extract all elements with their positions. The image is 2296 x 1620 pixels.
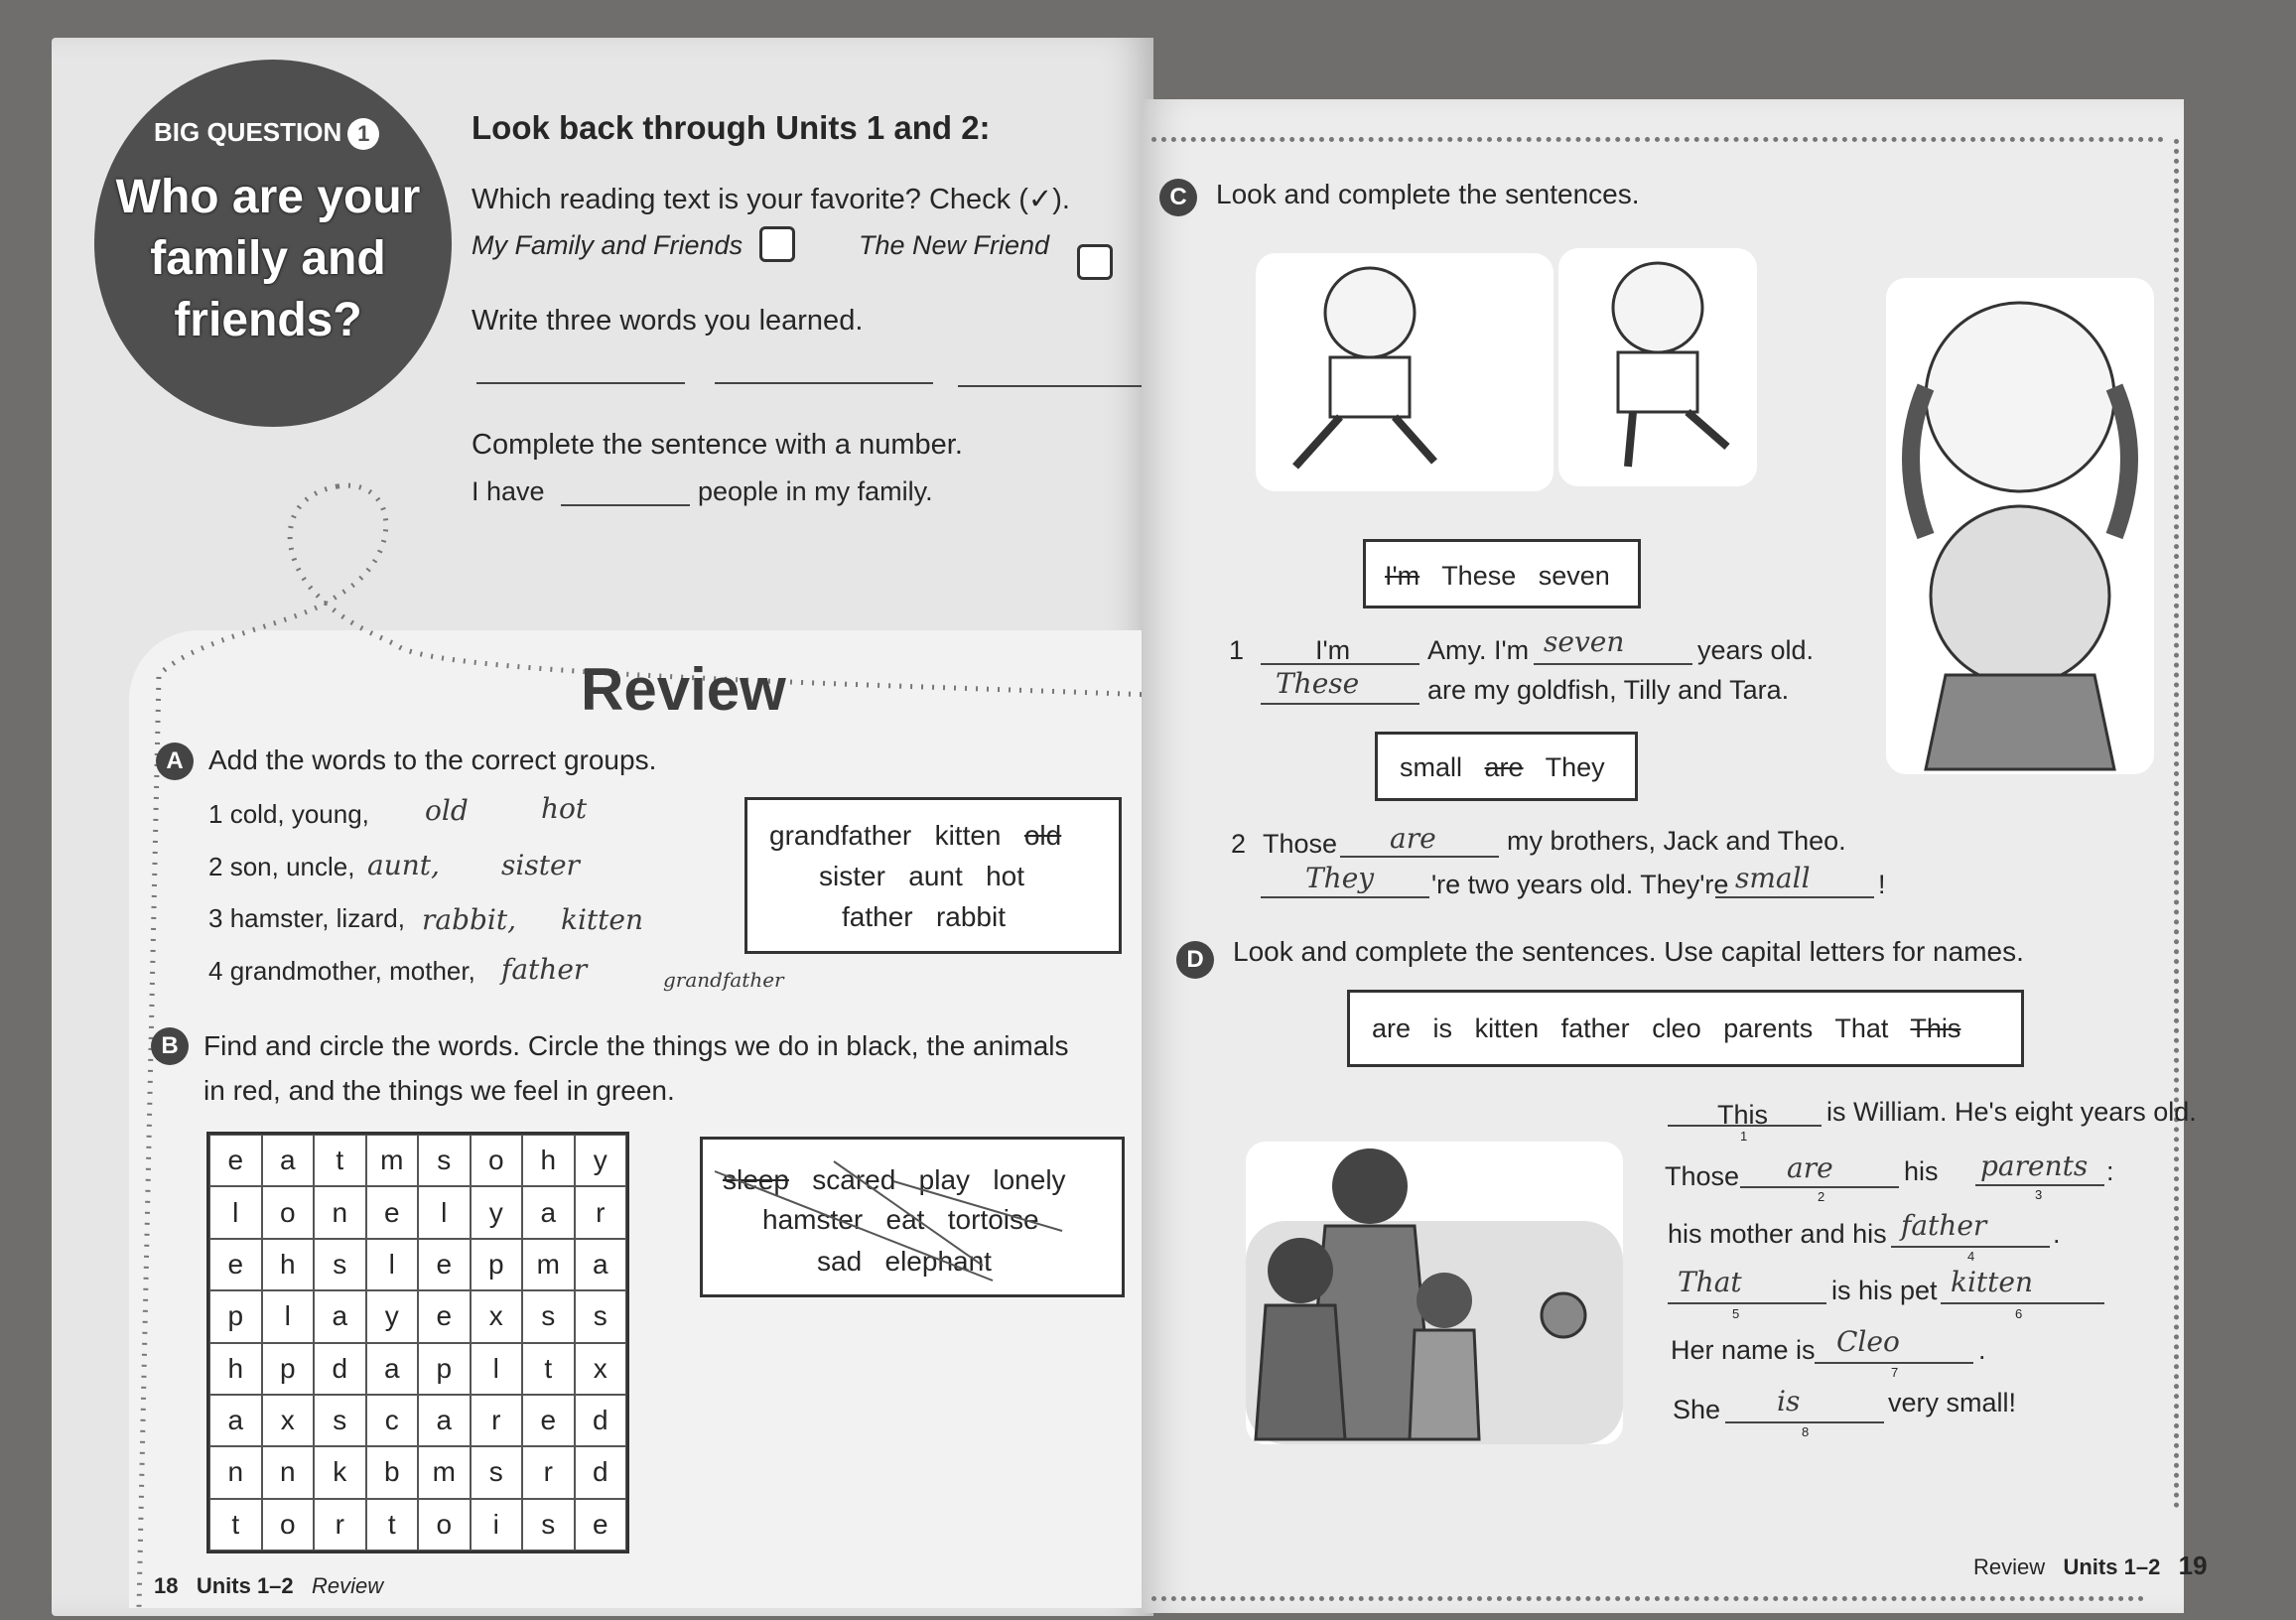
d-answer-3[interactable]: parents <box>1980 1149 2089 1182</box>
answer-a1-1[interactable]: old <box>425 794 469 827</box>
boy-jumping-illustration <box>1256 253 1553 491</box>
footer-section-right: Review <box>1973 1554 2046 1579</box>
d-num-1: 1 <box>1740 1129 1748 1144</box>
write-three-words: Write three words you learned. <box>472 305 864 337</box>
word-father: father <box>842 901 913 932</box>
c1-blank-2[interactable] <box>1534 663 1692 665</box>
grid-cell[interactable]: e <box>209 1239 262 1290</box>
grid-cell[interactable]: h <box>209 1343 262 1395</box>
top-dotted-border <box>1151 137 2164 142</box>
word-they: They <box>1545 752 1605 782</box>
grid-cell[interactable]: o <box>471 1135 523 1186</box>
grid-cell[interactable]: s <box>522 1499 575 1551</box>
grid-cell[interactable]: p <box>209 1290 262 1342</box>
section-b-instruction-2: in red, and the things we feel in green. <box>203 1075 675 1106</box>
c2-start-text: Those <box>1263 829 1338 859</box>
d-num-4: 4 <box>1967 1249 1975 1264</box>
c2b-answer-2[interactable]: small <box>1735 862 1811 894</box>
c1b-answer[interactable]: These <box>1276 667 1360 700</box>
grid-cell[interactable]: d <box>575 1395 627 1446</box>
grid-cell[interactable]: s <box>314 1239 366 1290</box>
item-text: son, uncle, <box>229 852 355 881</box>
section-d-badge: D <box>1176 941 1214 979</box>
grid-cell[interactable]: t <box>209 1499 262 1551</box>
grid-cell[interactable]: t <box>522 1343 575 1395</box>
word-eat: eat <box>885 1204 925 1235</box>
grid-cell[interactable]: i <box>471 1499 523 1551</box>
answer-a4-1[interactable]: father <box>501 953 588 986</box>
grid-cell[interactable]: d <box>575 1446 627 1498</box>
girl-with-goldfish-illustration <box>1886 278 2154 774</box>
page-number-18: 18 <box>154 1573 179 1598</box>
word-kitten: kitten <box>934 820 1002 851</box>
c2-end-text: my brothers, Jack and Theo. <box>1507 826 1846 856</box>
d-blank-4[interactable] <box>1891 1246 2050 1248</box>
c1b-blank[interactable] <box>1261 703 1419 705</box>
d-num-2: 2 <box>1818 1189 1825 1204</box>
grid-cell[interactable]: r <box>575 1186 627 1238</box>
grid-cell[interactable]: x <box>471 1290 523 1342</box>
grid-cell[interactable]: t <box>366 1499 419 1551</box>
d-line-6-end: very small! <box>1888 1388 2017 1418</box>
d-num-6: 6 <box>2015 1306 2023 1321</box>
c2b-answer-1[interactable]: They <box>1305 862 1375 894</box>
scribble-marks <box>0 0 1 1</box>
grid-cell[interactable]: m <box>522 1239 575 1290</box>
d-answer-6[interactable]: kitten <box>1951 1266 2034 1298</box>
grid-cell[interactable]: y <box>366 1290 419 1342</box>
word-blank-3[interactable] <box>958 385 1142 387</box>
grid-cell[interactable]: e <box>366 1186 419 1238</box>
grid-cell[interactable]: x <box>262 1395 315 1446</box>
grid-cell[interactable]: x <box>575 1343 627 1395</box>
c2b-mid-text: 're two years old. They're <box>1431 870 1729 899</box>
section-a-instruction: Add the words to the correct groups. <box>208 744 657 775</box>
grid-cell[interactable]: l <box>418 1186 471 1238</box>
d-answer-1[interactable]: This <box>1717 1100 1769 1130</box>
answer-a2-1[interactable]: aunt, <box>367 849 440 881</box>
section-d-instruction: Look and complete the sentences. Use capital letters for names. <box>1233 936 2024 967</box>
footer-section: Review <box>312 1573 384 1598</box>
grid-cell[interactable]: s <box>314 1395 366 1446</box>
d-num-8: 8 <box>1802 1424 1810 1439</box>
word-blank-1[interactable] <box>476 382 685 384</box>
grid-cell[interactable]: m <box>418 1446 471 1498</box>
grid-cell[interactable]: d <box>314 1343 366 1395</box>
answer-a3-1[interactable]: rabbit, <box>422 903 517 936</box>
grid-cell[interactable]: r <box>522 1446 575 1498</box>
word-cleo: cleo <box>1652 1013 1701 1043</box>
grid-cell[interactable]: h <box>522 1135 575 1186</box>
word-parents: parents <box>1723 1013 1814 1043</box>
word-grandfather: grandfather <box>769 820 912 851</box>
grid-cell[interactable]: o <box>262 1499 315 1551</box>
word-rabbit: rabbit <box>935 901 1006 932</box>
c2b-end-text: ! <box>1878 870 1886 899</box>
grid-cell[interactable]: a <box>418 1395 471 1446</box>
word-lonely: lonely <box>993 1164 1066 1195</box>
d-line-3-end: . <box>2053 1219 2061 1249</box>
bottom-dotted-border <box>1151 1596 2144 1601</box>
answer-a2-2[interactable]: sister <box>501 849 580 881</box>
grid-cell[interactable]: s <box>471 1446 523 1498</box>
grid-cell[interactable]: c <box>366 1395 419 1446</box>
word-kitten-d: kitten <box>1474 1013 1540 1043</box>
d-blank-3[interactable] <box>1975 1184 2104 1186</box>
word-seven: seven <box>1538 561 1610 591</box>
footer-units-right: Units 1–2 <box>2063 1554 2161 1579</box>
item-number: 2 <box>208 852 223 881</box>
grid-cell[interactable]: a <box>209 1395 262 1446</box>
word-aunt: aunt <box>908 861 963 891</box>
word-hamster: hamster <box>762 1204 864 1235</box>
sentence-end: people in my family. <box>698 476 933 506</box>
grid-cell[interactable]: a <box>366 1343 419 1395</box>
grid-cell[interactable]: n <box>314 1186 366 1238</box>
right-footer <box>1973 1551 2208 1581</box>
grid-cell[interactable]: e <box>418 1239 471 1290</box>
grid-cell[interactable]: t <box>314 1135 366 1186</box>
word-old: old <box>1023 820 1062 851</box>
word-sister: sister <box>819 861 885 891</box>
look-back-heading: Look back through Units 1 and 2: <box>472 109 991 146</box>
word-are: are <box>1484 752 1524 782</box>
section-a-badge: A <box>156 742 194 780</box>
word-small: small <box>1400 752 1463 782</box>
grid-cell[interactable]: e <box>575 1499 627 1551</box>
right-dotted-border <box>2174 139 2179 1509</box>
grid-cell[interactable]: l <box>366 1239 419 1290</box>
grid-cell[interactable]: a <box>262 1135 315 1186</box>
word-box-b-row3 <box>817 1246 992 1278</box>
grid-cell[interactable]: r <box>471 1395 523 1446</box>
item-number: 1 <box>208 799 223 829</box>
word-box-c2-row <box>1400 752 1605 783</box>
d-blank-6[interactable] <box>1941 1302 2104 1304</box>
c2-answer-1[interactable]: are <box>1390 822 1436 855</box>
d-blank-8[interactable] <box>1725 1421 1884 1423</box>
item-text: grandmother, mother, <box>229 956 475 986</box>
sentence-start: I have <box>472 476 545 506</box>
big-question-number: 1 <box>347 118 379 150</box>
grid-cell[interactable]: a <box>575 1239 627 1290</box>
word-that: That <box>1834 1013 1889 1043</box>
c1-answer-2[interactable]: seven <box>1544 625 1625 658</box>
word-box-a-row1 <box>769 820 1061 852</box>
d-line-2-text: his <box>1904 1156 1939 1186</box>
word-im: I'm <box>1385 561 1420 591</box>
d-answer-5[interactable]: That <box>1678 1266 1742 1298</box>
grid-cell[interactable]: s <box>418 1135 471 1186</box>
d-line-5-pre: Her name is <box>1671 1335 1816 1365</box>
item-text: cold, young, <box>229 799 369 829</box>
c1-end-text: years old. <box>1697 635 1815 665</box>
left-footer <box>154 1573 383 1599</box>
word-box-a-row2 <box>819 861 1024 892</box>
grid-cell[interactable]: a <box>314 1290 366 1342</box>
d-answer-8[interactable]: is <box>1777 1385 1801 1418</box>
boy-dancing-illustration <box>1558 248 1757 486</box>
option-the-new-friend: The New Friend <box>859 230 1050 260</box>
option-my-family-and-friends: My Family and Friends <box>472 230 743 260</box>
page-number-19: 19 <box>2178 1551 2208 1580</box>
word-scared: scared <box>812 1164 896 1195</box>
word-play: play <box>918 1164 971 1195</box>
grid-cell[interactable]: o <box>418 1499 471 1551</box>
c1b-end-text: are my goldfish, Tilly and Tara. <box>1427 675 1790 705</box>
answer-a4-2[interactable]: grandfather <box>663 968 784 992</box>
word-tortoise: tortoise <box>947 1204 1039 1235</box>
d-num-7: 7 <box>1891 1365 1899 1380</box>
c2-blank-1[interactable] <box>1340 856 1499 858</box>
grid-cell[interactable]: e <box>522 1395 575 1446</box>
grid-cell[interactable]: s <box>522 1290 575 1342</box>
grid-cell[interactable]: n <box>262 1446 315 1498</box>
grid-cell[interactable]: e <box>209 1135 262 1186</box>
section-c-badge: C <box>1159 179 1197 216</box>
word-sad: sad <box>817 1246 863 1277</box>
grid-cell[interactable]: k <box>314 1446 366 1498</box>
section-a-item-4 <box>208 956 475 987</box>
big-question-title: Who are your family and friends? <box>115 171 421 346</box>
section-b-badge: B <box>151 1027 189 1065</box>
section-a-item-1 <box>208 799 369 830</box>
word-search-grid[interactable] <box>206 1132 629 1553</box>
grid-cell[interactable]: h <box>262 1239 315 1290</box>
footer-units: Units 1–2 <box>196 1573 294 1598</box>
grid-cell[interactable]: l <box>209 1186 262 1238</box>
grid-cell[interactable]: e <box>418 1290 471 1342</box>
c2b-blank-2[interactable] <box>1715 896 1874 898</box>
word-elephant: elephant <box>884 1246 992 1277</box>
number-blank[interactable] <box>561 504 690 506</box>
word-this: This <box>1910 1013 1961 1043</box>
word-father-d: father <box>1560 1013 1630 1043</box>
answer-a3-2[interactable]: kitten <box>561 903 644 936</box>
d-line-4-text: is his pet <box>1831 1276 1938 1305</box>
word-are-d: are <box>1372 1013 1412 1043</box>
d-num-5: 5 <box>1732 1306 1740 1321</box>
d-num-3: 3 <box>2035 1187 2043 1202</box>
grid-cell[interactable]: y <box>575 1135 627 1186</box>
d-line-2-pre: Those <box>1665 1161 1740 1191</box>
word-box-c1-row <box>1385 561 1610 592</box>
grid-cell[interactable]: m <box>366 1135 419 1186</box>
item-number: 4 <box>208 956 223 986</box>
grid-cell[interactable]: a <box>522 1186 575 1238</box>
grid-cell[interactable]: r <box>314 1499 366 1551</box>
c1-mid-text: Amy. I'm <box>1427 635 1530 665</box>
complete-number-instruction: Complete the sentence with a number. <box>472 429 963 461</box>
grid-cell[interactable]: s <box>575 1290 627 1342</box>
d-blank-5[interactable] <box>1668 1302 1826 1304</box>
d-line-1-text: is William. He's eight years old. <box>1826 1097 2197 1127</box>
review-title: Review <box>581 656 786 723</box>
d-answer-7[interactable]: Cleo <box>1836 1325 1900 1358</box>
d-answer-4[interactable]: father <box>1901 1209 1987 1242</box>
answer-a1-2[interactable]: hot <box>541 792 588 825</box>
d-line-6-pre: She <box>1673 1395 1721 1424</box>
section-a-item-3 <box>208 903 405 934</box>
word-is: is <box>1432 1013 1453 1043</box>
c-item-1-number: 1 <box>1229 635 1245 665</box>
section-b-instruction-1: Find and circle the words. Circle the things we do in black, the animals <box>203 1030 1069 1061</box>
word-box-a-row3 <box>842 901 1006 933</box>
word-sleep: sleep <box>723 1164 789 1195</box>
word-box-b-row1 <box>723 1164 1066 1196</box>
grid-cell[interactable]: o <box>262 1186 315 1238</box>
grid-cell[interactable]: p <box>418 1343 471 1395</box>
grid-cell[interactable]: l <box>471 1343 523 1395</box>
item-number: 3 <box>208 903 223 933</box>
d-blank-2[interactable] <box>1740 1186 1899 1188</box>
grid-cell[interactable]: b <box>366 1446 419 1498</box>
word-hot: hot <box>986 861 1025 891</box>
grid-cell[interactable]: p <box>471 1239 523 1290</box>
d-line-2-end: : <box>2106 1156 2114 1186</box>
section-c-instruction: Look and complete the sentences. <box>1216 179 1640 209</box>
grid-cell[interactable]: n <box>209 1446 262 1498</box>
checkbox-the-new-friend[interactable] <box>1077 244 1113 280</box>
c2b-blank-1[interactable] <box>1261 896 1429 898</box>
d-line-3-pre: his mother and his <box>1668 1219 1887 1249</box>
c-item-2-number: 2 <box>1231 829 1247 859</box>
grid-cell[interactable]: y <box>471 1186 523 1238</box>
checkbox-my-family-and-friends[interactable] <box>759 226 795 262</box>
section-a-item-2 <box>208 852 354 882</box>
grid-cell[interactable]: l <box>262 1290 315 1342</box>
grid-cell[interactable]: p <box>262 1343 315 1395</box>
family-with-kitten-illustration <box>1246 1142 1623 1444</box>
c1-answer-1[interactable]: I'm <box>1315 635 1351 665</box>
word-blank-2[interactable] <box>715 382 933 384</box>
item-text: hamster, lizard, <box>229 903 405 933</box>
d-answer-2[interactable]: are <box>1787 1151 1833 1184</box>
big-question-label <box>154 117 379 150</box>
d-line-5-end: . <box>1978 1335 1986 1365</box>
d-blank-7[interactable] <box>1815 1362 1973 1364</box>
word-these: These <box>1441 561 1517 591</box>
big-question-text: BIG QUESTION <box>154 117 342 147</box>
word-box-d-row <box>1372 1013 1960 1044</box>
favorite-question: Which reading text is your favorite? Check (✓). <box>472 184 1070 215</box>
